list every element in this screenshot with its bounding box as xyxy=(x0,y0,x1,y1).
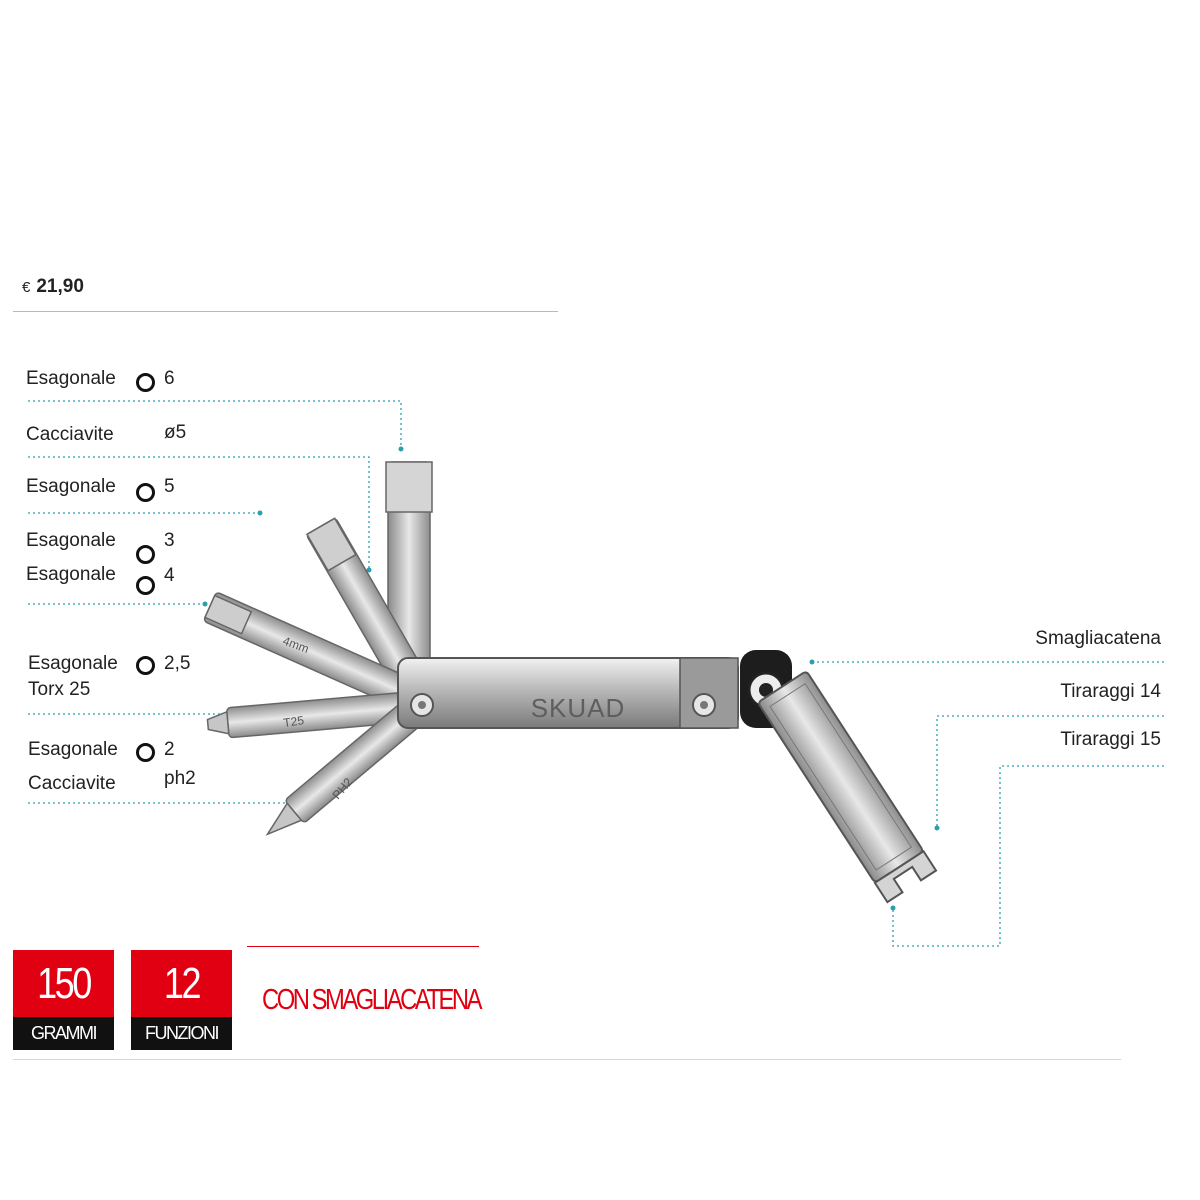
spec-value-hex4: 4 xyxy=(164,565,175,586)
spec-label-hex3: Esagonale xyxy=(26,530,116,551)
bit-mark-t25: T25 xyxy=(282,713,305,730)
spec-label-phillips: Cacciavite xyxy=(28,773,116,794)
spec-label-torx25: Torx 25 xyxy=(28,679,91,700)
badge-weight-number: 150 xyxy=(22,950,105,1017)
divider-red xyxy=(247,946,479,947)
tool-body xyxy=(398,658,738,728)
spec-label-hex5: Esagonale xyxy=(26,476,116,497)
brand-logo: SKUAD xyxy=(530,693,626,723)
spec-label-hex6: Esagonale xyxy=(26,368,116,389)
fanned-bits xyxy=(203,462,435,846)
spec-value-hex2: 2 xyxy=(164,739,175,760)
currency-symbol: € xyxy=(22,279,31,296)
bit-mark-4mm: 4mm xyxy=(280,633,311,656)
tagline: CON SMAGLIACATENA xyxy=(262,984,481,1016)
spec-label-hex25: Esagonale xyxy=(28,653,118,674)
spoke-wrench-arm xyxy=(758,671,936,902)
badge-functions-unit: FUNZIONI xyxy=(131,1017,232,1050)
spec-value-hex5: 5 xyxy=(164,476,175,497)
badge-functions xyxy=(131,950,232,1050)
badge-weight xyxy=(13,950,114,1050)
spec-label-spoke14: Tiraraggi 14 xyxy=(1060,681,1161,702)
price-value: 21,90 xyxy=(36,276,84,297)
bit-mark-ph2: PH2 xyxy=(329,775,356,802)
spec-label-hex4: Esagonale xyxy=(26,564,116,585)
badge-weight-unit: GRAMMI xyxy=(13,1017,114,1050)
spec-label-screwdriver5: Cacciavite xyxy=(26,424,114,445)
spec-label-spoke15: Tiraraggi 15 xyxy=(1060,729,1161,750)
spec-value-phillips: ph2 xyxy=(164,768,196,789)
spec-value-hex25: 2,5 xyxy=(164,653,191,674)
spec-label-hex2: Esagonale xyxy=(28,739,118,760)
spec-value-hex3: 3 xyxy=(164,530,175,551)
spec-value-hex6: 6 xyxy=(164,368,175,389)
spec-value-screwdriver5: ø5 xyxy=(164,422,187,443)
spec-label-chain-tool: Smagliacatena xyxy=(1035,628,1161,649)
badge-functions-number: 12 xyxy=(140,950,223,1017)
divider-bottom xyxy=(13,1059,1121,1060)
